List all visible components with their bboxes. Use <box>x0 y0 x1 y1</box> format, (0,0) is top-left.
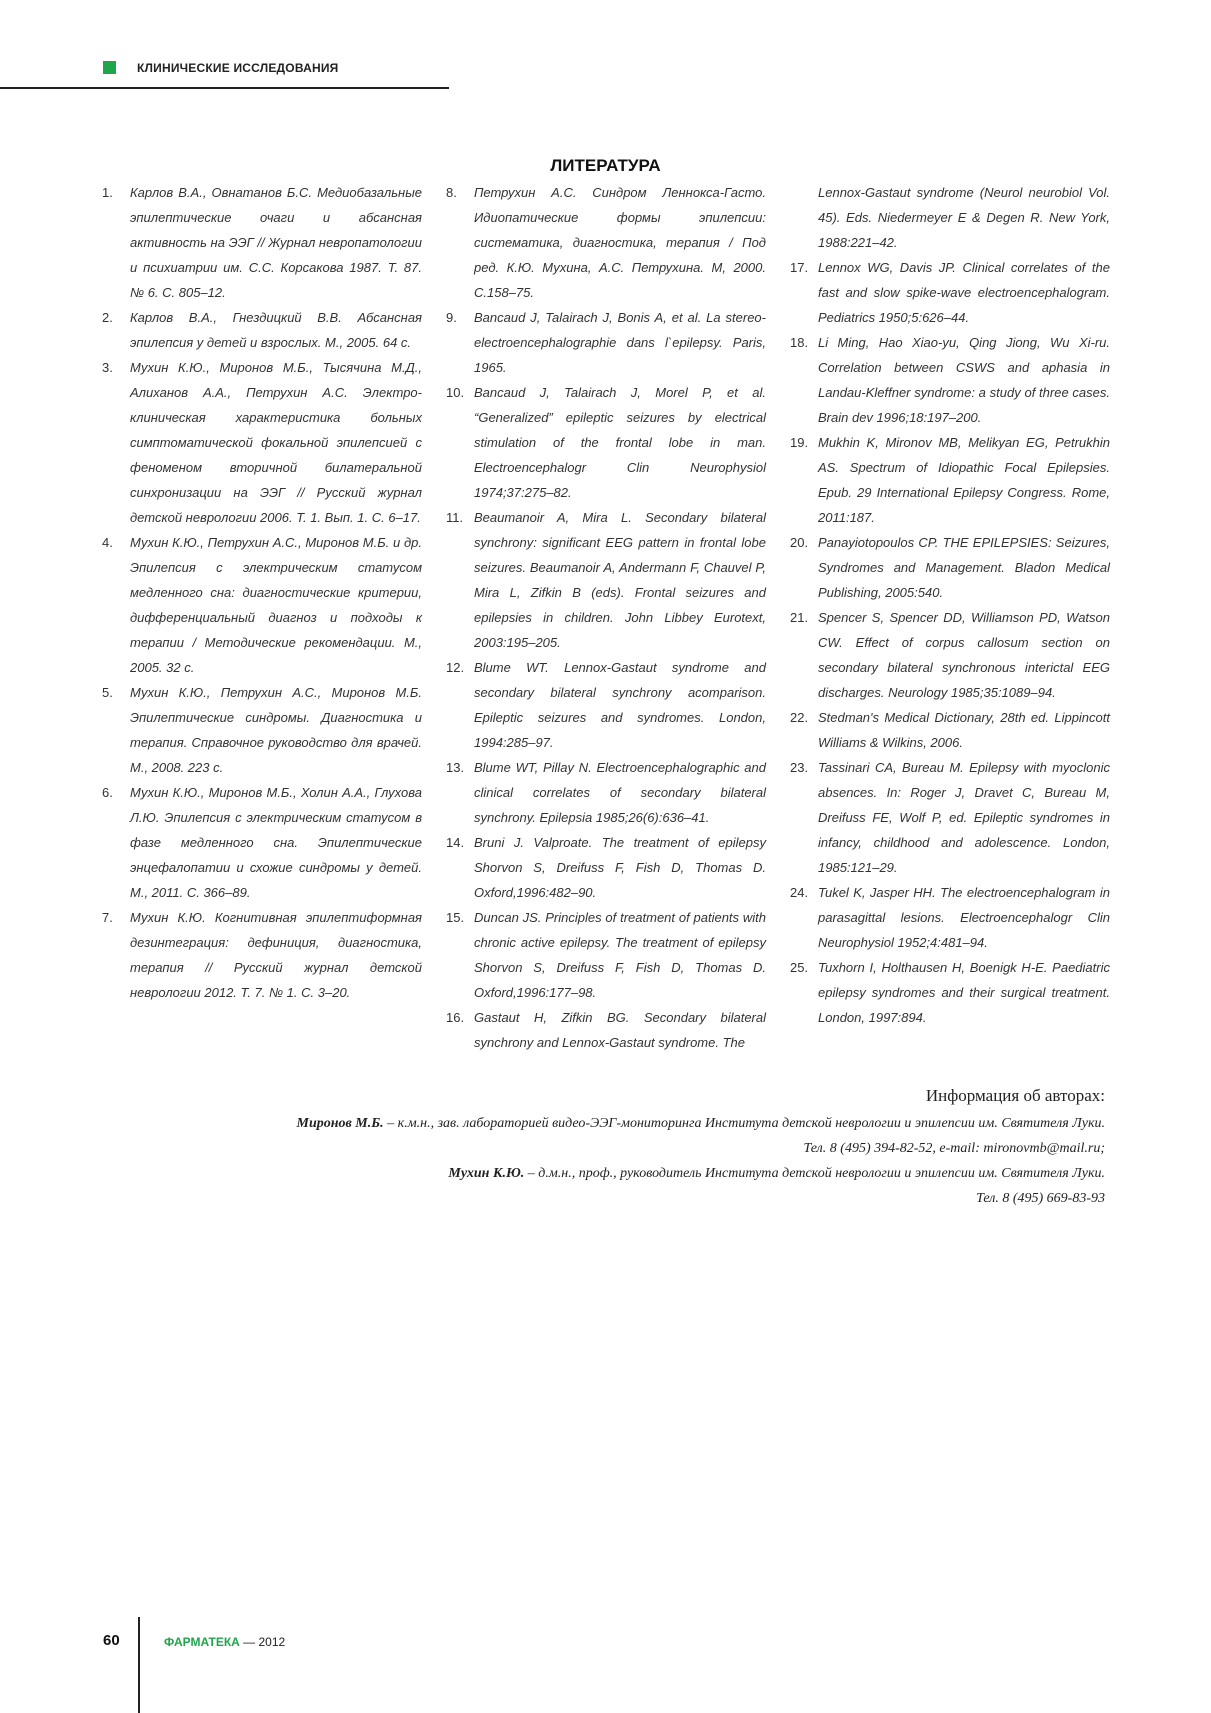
reference-text: Spencer S, Spencer DD, Williamson PD, Watson CW. Effect of corpus callosum section on secondary bilateral synchronous interictal EEG discharges. Neurology 1985;35:1089–94. <box>818 610 1110 700</box>
reference-item <box>102 530 422 680</box>
reference-text: Tuxhorn I, Holthausen H, Boenigk H-E. Paediatric epilepsy syndromes and their surgical treatment. London, 1997:894. <box>818 960 1110 1025</box>
reference-number: 10. <box>446 385 465 400</box>
reference-number: 12. <box>446 660 465 675</box>
reference-item <box>790 180 1110 255</box>
reference-text: Bruni J. Valproate. The treatment of epilepsy Shorvon S, Dreifuss F, Fish D, Thomas D. Oxford,1996:482–90. <box>474 835 766 900</box>
reference-number: 23. <box>790 760 809 775</box>
reference-text: Tukel K, Jasper HH. The electroencephalogram in parasagittal lesions. Electroencephalogr Clin Neurophysiol 1952;4:481–94. <box>818 885 1110 950</box>
author-1-text: – к.м.н., зав. лабораторией видео-ЭЭГ-мониторинга Института детской неврологии и эпилепсии им. Святителя Луки. <box>383 1116 1105 1131</box>
reference-number: 1. <box>102 185 113 200</box>
reference-number: 24. <box>790 885 809 900</box>
reference-item <box>446 830 766 905</box>
reference-text: Мухин К.Ю., Миронов М.Б., Холин А.А., Глухова Л.Ю. Эпилепсия с электрическим статусом в фазе медленного сна. Эпилептические энцефалопатии и схожие синдромы у детей. М., 2011. С. 366–89. <box>130 785 422 900</box>
reference-item <box>790 955 1110 1030</box>
reference-text: Lennox WG, Davis JP. Clinical correlates of the fast and slow spike-wave electroencephalogram. Pediatrics 1950;5:626–44. <box>818 260 1110 325</box>
reference-item <box>102 305 422 355</box>
reference-item <box>446 905 766 1005</box>
reference-item <box>790 755 1110 880</box>
reference-text: Мухин К.Ю., Миронов М.Б., Тысячина М.Д., Алиханов А.А., Петрухин А.С. Электро-клиническая характеристика больных симптоматической фокальной эпилепсией с феноменом вторичной билатеральной синхронизации на ЭЭГ // Русский журнал детской неврологии 2006. Т. 1. Вып. 1. С. 6–17. <box>130 360 422 525</box>
reference-text: Петрухин А.С. Синдром Леннокса-Гасто. Идиопатические формы эпилепсии: систематика, диагностика, терапия / Под ред. К.Ю. Мухина, А.С. Петрухина. М, 2000. С.158–75. <box>474 185 766 300</box>
reference-number: 14. <box>446 835 465 850</box>
reference-item <box>446 755 766 830</box>
reference-text: Мухин К.Ю., Петрухин А.С., Миронов М.Б. Эпилептические синдромы. Диагностика и терапия. Справочное руководство для врачей. М., 2008. 223 с. <box>130 685 422 775</box>
header-rule <box>0 87 449 89</box>
reference-item <box>446 305 766 380</box>
section-marker-square <box>103 61 116 74</box>
reference-number: 5. <box>102 685 113 700</box>
reference-item <box>790 430 1110 530</box>
reference-text: Мухин К.Ю. Когнитивная эпилептиформная дезинтеграция: дефиниция, диагностика, терапия // Русский журнал детской неврологии 2012. Т. 7. № 1. С. 3–20. <box>130 910 422 1000</box>
reference-text: Bancaud J, Talairach J, Morel P, et al. “Generalized” epileptic seizures by electrical stimulation of the frontal lobe in man. Electroencephalogr Clin Neurophysiol 1974;37:275–82. <box>474 385 766 500</box>
author-1-name: Миронов М.Б. <box>296 1116 384 1131</box>
reference-text: Blume WT. Lennox-Gastaut syndrome and secondary bilateral synchrony acomparison. Epileptic seizures and syndromes. London, 1994:285–97. <box>474 660 766 750</box>
journal-name: ФАРМАТЕКА <box>164 1635 240 1649</box>
reference-text: Lennox-Gastaut syndrome (Neurol neurobiol Vol. 45). Eds. Niedermeyer E & Degen R. New York, 1988:221–42. <box>818 185 1110 250</box>
author-2-contact: Тел. 8 (495) 669-83-93 <box>976 1191 1105 1206</box>
reference-text: Mukhin K, Mironov MB, Melikyan EG, Petrukhin AS. Spectrum of Idiopathic Focal Epilepsies. Epub. 29 International Epilepsy Congress. Rome, 2011:187. <box>818 435 1110 525</box>
reference-text: Мухин К.Ю., Петрухин А.С., Миронов М.Б. и др. Эпилепсия с электрическим статусом медленного сна: диагностические критерии, дифференциальный диагноз и подходы к терапии / Методические рекомендации. М., 2005. 32 с. <box>130 535 422 675</box>
reference-text: Карлов В.А., Овнатанов Б.С. Медиобазальные эпилептические очаги и абсансная активность на ЭЭГ // Журнал невропатологии и психиатрии им. С.С. Корсакова 1987. Т. 87. № 6. С. 805–12. <box>130 185 422 300</box>
reference-number: 8. <box>446 185 457 200</box>
references-column-2 <box>446 180 766 1055</box>
references-column-1 <box>102 180 422 1005</box>
author-2-line <box>105 1161 1105 1186</box>
reference-item <box>446 1005 766 1055</box>
reference-number: 20. <box>790 535 809 550</box>
reference-item <box>790 880 1110 955</box>
reference-text: Stedman's Medical Dictionary, 28th ed. Lippincott Williams & Wilkins, 2006. <box>818 710 1110 750</box>
reference-text: Карлов В.А., Гнездицкий В.В. Абсансная эпилепсия у детей и взрослых. М., 2005. 64 с. <box>130 310 422 350</box>
reference-number: 17. <box>790 260 809 275</box>
reference-item <box>102 680 422 780</box>
reference-number: 18. <box>790 335 809 350</box>
reference-item <box>446 380 766 505</box>
references-column-3 <box>790 180 1110 1030</box>
reference-item <box>790 255 1110 330</box>
author-2-name: Мухин К.Ю. <box>448 1166 525 1181</box>
reference-number: 3. <box>102 360 113 375</box>
footer-journal <box>164 1635 285 1649</box>
reference-text: Duncan JS. Principles of treatment of patients with chronic active epilepsy. The treatment of epilepsy Shorvon S, Dreifuss F, Fish D, Thomas D. Oxford,1996:177–98. <box>474 910 766 1000</box>
reference-text: Gastaut H, Zifkin BG. Secondary bilateral synchrony and Lennox-Gastaut syndrome. The <box>474 1010 766 1050</box>
reference-item <box>790 605 1110 705</box>
reference-number: 9. <box>446 310 457 325</box>
reference-item <box>102 180 422 305</box>
footer-divider <box>138 1617 140 1713</box>
reference-text: Bancaud J, Talairach J, Bonis A, et al. La stereo-electroencephalographie dans l`epilepsy. Paris, 1965. <box>474 310 766 375</box>
reference-item <box>790 705 1110 755</box>
reference-number: 19. <box>790 435 809 450</box>
reference-text: Tassinari CA, Bureau M. Epilepsy with myoclonic absences. In: Roger J, Dravet C, Bureau M, Dreifuss FE, Wolf P, ed. Epileptic syndromes in infancy, childhood and adolescence. London, 1985:121–29. <box>818 760 1110 875</box>
page-number: 60 <box>103 1632 120 1649</box>
reference-number: 13. <box>446 760 465 775</box>
reference-item <box>102 355 422 530</box>
journal-year: — 2012 <box>239 1635 286 1649</box>
author-info <box>105 1082 1105 1211</box>
reference-number: 4. <box>102 535 113 550</box>
reference-number: 22. <box>790 710 809 725</box>
reference-number: 11. <box>446 510 464 525</box>
author-1-contact: Тел. 8 (495) 394-82-52, e-mail: mironovmb@mail.ru; <box>803 1141 1105 1156</box>
reference-number: 2. <box>102 310 113 325</box>
reference-item <box>446 505 766 655</box>
reference-item <box>446 180 766 305</box>
reference-item <box>102 780 422 905</box>
author-info-heading: Информация об авторах: <box>925 1086 1105 1105</box>
author-2-text: – д.м.н., проф., руководитель Института детской неврологии и эпилепсии им. Святителя Луки. <box>524 1166 1105 1181</box>
reference-text: Blume WT, Pillay N. Electroencephalographic and clinical correlates of secondary bilateral synchrony. Epilepsia 1985;26(6):636–41. <box>474 760 766 825</box>
reference-number: 6. <box>102 785 113 800</box>
reference-text: Panayiotopoulos CP. THE EPILEPSIES: Seizures, Syndromes and Management. Bladon Medical Publishing, 2005:540. <box>818 535 1110 600</box>
reference-item <box>446 655 766 755</box>
reference-text: Beaumanoir A, Mira L. Secondary bilateral synchrony: significant EEG pattern in frontal lobe seizures. Beaumanoir A, Andermann F, Chauvel P, Mira L, Zifkin B (eds). Frontal seizures and epilepsies in children. John Libbey Eurotext, 2003:195–205. <box>474 510 766 650</box>
reference-item <box>790 330 1110 430</box>
reference-number: 16. <box>446 1010 465 1025</box>
reference-number: 21. <box>790 610 809 625</box>
reference-item <box>102 905 422 1005</box>
section-title: КЛИНИЧЕСКИЕ ИССЛЕДОВАНИЯ <box>137 61 339 75</box>
reference-item <box>790 530 1110 605</box>
reference-number: 25. <box>790 960 809 975</box>
reference-number: 15. <box>446 910 465 925</box>
reference-number: 7. <box>102 910 113 925</box>
author-1-line <box>105 1111 1105 1136</box>
references-heading: ЛИТЕРАТУРА <box>550 156 661 175</box>
reference-text: Li Ming, Hao Xiao-yu, Qing Jiong, Wu Xi-ru. Correlation between CSWS and aphasia in Landau-Kleffner syndrome: a study of three cases. Brain dev 1996;18:197–200. <box>818 335 1110 425</box>
